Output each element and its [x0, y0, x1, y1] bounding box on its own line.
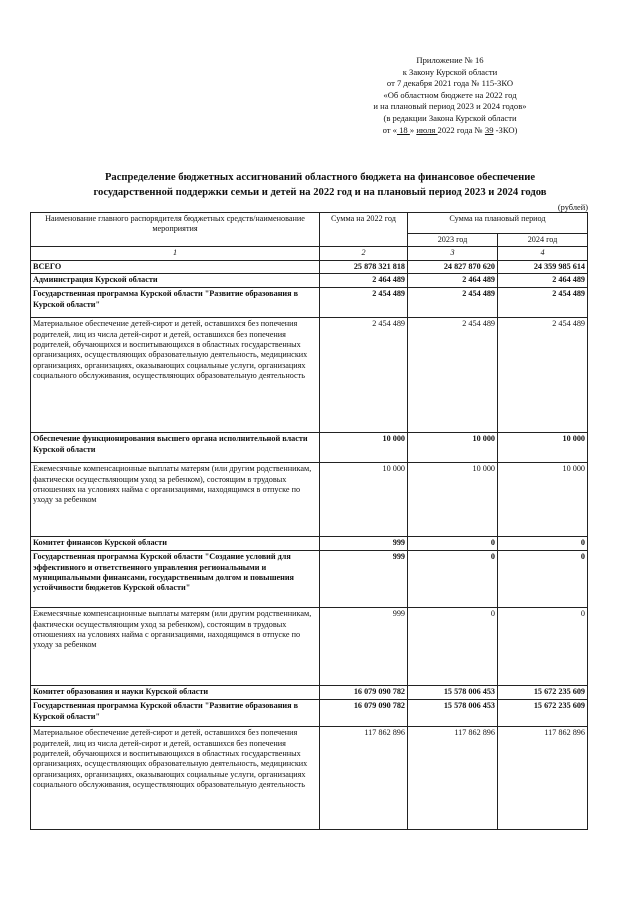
row-name: Обеспечение функционирования высшего органа исполнительной власти Курской области	[31, 433, 320, 463]
row-name: Администрация Курской области	[31, 274, 320, 288]
row-value-2023: 15 578 006 453	[408, 700, 498, 727]
row-value-2024: 2 454 489	[498, 288, 588, 318]
appendix-number: Приложение № 16	[416, 55, 484, 65]
revision-day: 18	[396, 124, 410, 135]
header-planned-period: Сумма на плановый период	[408, 213, 588, 234]
row-value-2023: 2 464 489	[408, 274, 498, 288]
appendix-revision-date: от « 18 » июля 2022 года № 39 -ЗКО)	[382, 124, 518, 135]
row-value-2023: 0	[408, 537, 498, 551]
row-value-2022: 25 878 321 818	[320, 260, 408, 273]
appendix-revision: (в редакции Закона Курской области	[383, 112, 517, 123]
header-2024: 2024 год	[498, 234, 588, 247]
table-row	[31, 274, 588, 288]
appendix-header	[330, 55, 570, 136]
row-name: ВСЕГО	[31, 260, 320, 273]
row-value-2022: 2 464 489	[320, 274, 408, 288]
header-2023: 2023 год	[408, 234, 498, 247]
table-row	[31, 551, 588, 608]
row-value-2023: 0	[408, 608, 498, 686]
budget-table-body	[31, 260, 588, 829]
row-value-2024: 117 862 896	[498, 727, 588, 830]
appendix-law-date: от 7 декабря 2021 года № 115-ЗКО	[386, 78, 514, 89]
row-value-2023: 2 454 489	[408, 288, 498, 318]
header-sum-2022: Сумма на 2022 год	[320, 213, 408, 247]
row-value-2024: 0	[498, 608, 588, 686]
row-value-2022: 2 454 489	[320, 288, 408, 318]
revision-number: 39	[484, 124, 494, 135]
revision-month: июля	[416, 124, 438, 135]
table-row	[31, 260, 588, 273]
row-value-2022: 999	[320, 551, 408, 608]
row-value-2024: 15 672 235 609	[498, 686, 588, 700]
row-value-2024: 24 359 985 614	[498, 260, 588, 273]
row-name: Материальное обеспечение детей-сирот и детей, оставшихся без попечения родителей, лиц из числа детей-сирот и детей, оставшихся без попечения родителей, обучающихся и воспитывающихся в областных государственных организациях, осуществляющих образовательную деятельность, медицинских организациях, организациях, оказывающих социальные услуги, организациях социального обслуживания, осуществляющих образовательную деятельность	[31, 727, 320, 830]
row-name: Государственная программа Курской области "Развитие образования в Курской области"	[31, 288, 320, 318]
table-row	[31, 608, 588, 686]
row-value-2022: 10 000	[320, 463, 408, 537]
column-numbers-row: 1 2 3 4	[31, 247, 588, 260]
table-row	[31, 727, 588, 830]
row-value-2024: 0	[498, 551, 588, 608]
table-row	[31, 318, 588, 433]
row-name: Ежемесячные компенсационные выплаты матерям (или другим родственникам, фактически осуществляющим уход за ребенком), состоящим в трудовых отношениях на условиях найма с организациями, находящимся в отпуске по уходу за ребенком	[31, 463, 320, 537]
budget-table	[30, 212, 588, 830]
row-value-2023: 24 827 870 620	[408, 260, 498, 273]
row-value-2024: 10 000	[498, 433, 588, 463]
row-name: Комитет образования и науки Курской области	[31, 686, 320, 700]
units-label: (рублей)	[557, 203, 588, 212]
row-value-2022: 999	[320, 537, 408, 551]
table-row	[31, 433, 588, 463]
row-value-2022: 117 862 896	[320, 727, 408, 830]
row-value-2023: 0	[408, 551, 498, 608]
row-value-2022: 999	[320, 608, 408, 686]
row-value-2024: 0	[498, 537, 588, 551]
row-value-2024: 2 454 489	[498, 318, 588, 433]
row-value-2023: 10 000	[408, 463, 498, 537]
row-value-2024: 10 000	[498, 463, 588, 537]
row-name: Ежемесячные компенсационные выплаты матерям (или другим родственникам, фактически осуществляющим уход за ребенком), состоящим в трудовых отношениях на условиях найма с организациями, находящимся в отпуске по уходу за ребенком	[31, 608, 320, 686]
document-title: Распределение бюджетных ассигнований областного бюджета на финансовое обеспечение государственной поддержки семьи и детей на 2022 год и на плановый период 2023 и 2024 годов	[93, 172, 547, 198]
row-name: Материальное обеспечение детей-сирот и детей, оставшихся без попечения родителей, лиц из числа детей-сирот и детей, оставшихся без попечения родителей, обучающихся и воспитывающихся в областных государственных организациях, осуществляющих образовательную деятельность, медицинских организациях, организациях, оказывающих социальные услуги, организациях социального обслуживания, осуществляющих образовательную деятельность	[31, 318, 320, 433]
row-name: Государственная программа Курской области "Создание условий для эффективного и ответственного управления региональными и муниципальными финансами, государственным долгом и повышения устойчивости бюджетов Курской области"	[31, 551, 320, 608]
row-value-2023: 2 454 489	[408, 318, 498, 433]
row-name: Государственная программа Курской области "Развитие образования в Курской области"	[31, 700, 320, 727]
row-value-2024: 2 464 489	[498, 274, 588, 288]
appendix-law: к Закону Курской области	[402, 66, 498, 77]
appendix-law-title: «Об областном бюджете на 2022 год	[383, 89, 517, 100]
row-value-2024: 15 672 235 609	[498, 700, 588, 727]
row-value-2022: 10 000	[320, 433, 408, 463]
table-row	[31, 288, 588, 318]
row-value-2022: 16 079 090 782	[320, 686, 408, 700]
header-name: Наименование главного распорядителя бюджетных средств/наименование мероприятия	[31, 213, 320, 247]
row-name: Комитет финансов Курской области	[31, 537, 320, 551]
row-value-2022: 2 454 489	[320, 318, 408, 433]
table-row	[31, 700, 588, 727]
table-row	[31, 537, 588, 551]
appendix-law-title-cont: и на плановый период 2023 и 2024 годов»	[373, 101, 527, 112]
row-value-2022: 16 079 090 782	[320, 700, 408, 727]
table-row	[31, 463, 588, 537]
table-row	[31, 686, 588, 700]
row-value-2023: 117 862 896	[408, 727, 498, 830]
row-value-2023: 10 000	[408, 433, 498, 463]
row-value-2023: 15 578 006 453	[408, 686, 498, 700]
